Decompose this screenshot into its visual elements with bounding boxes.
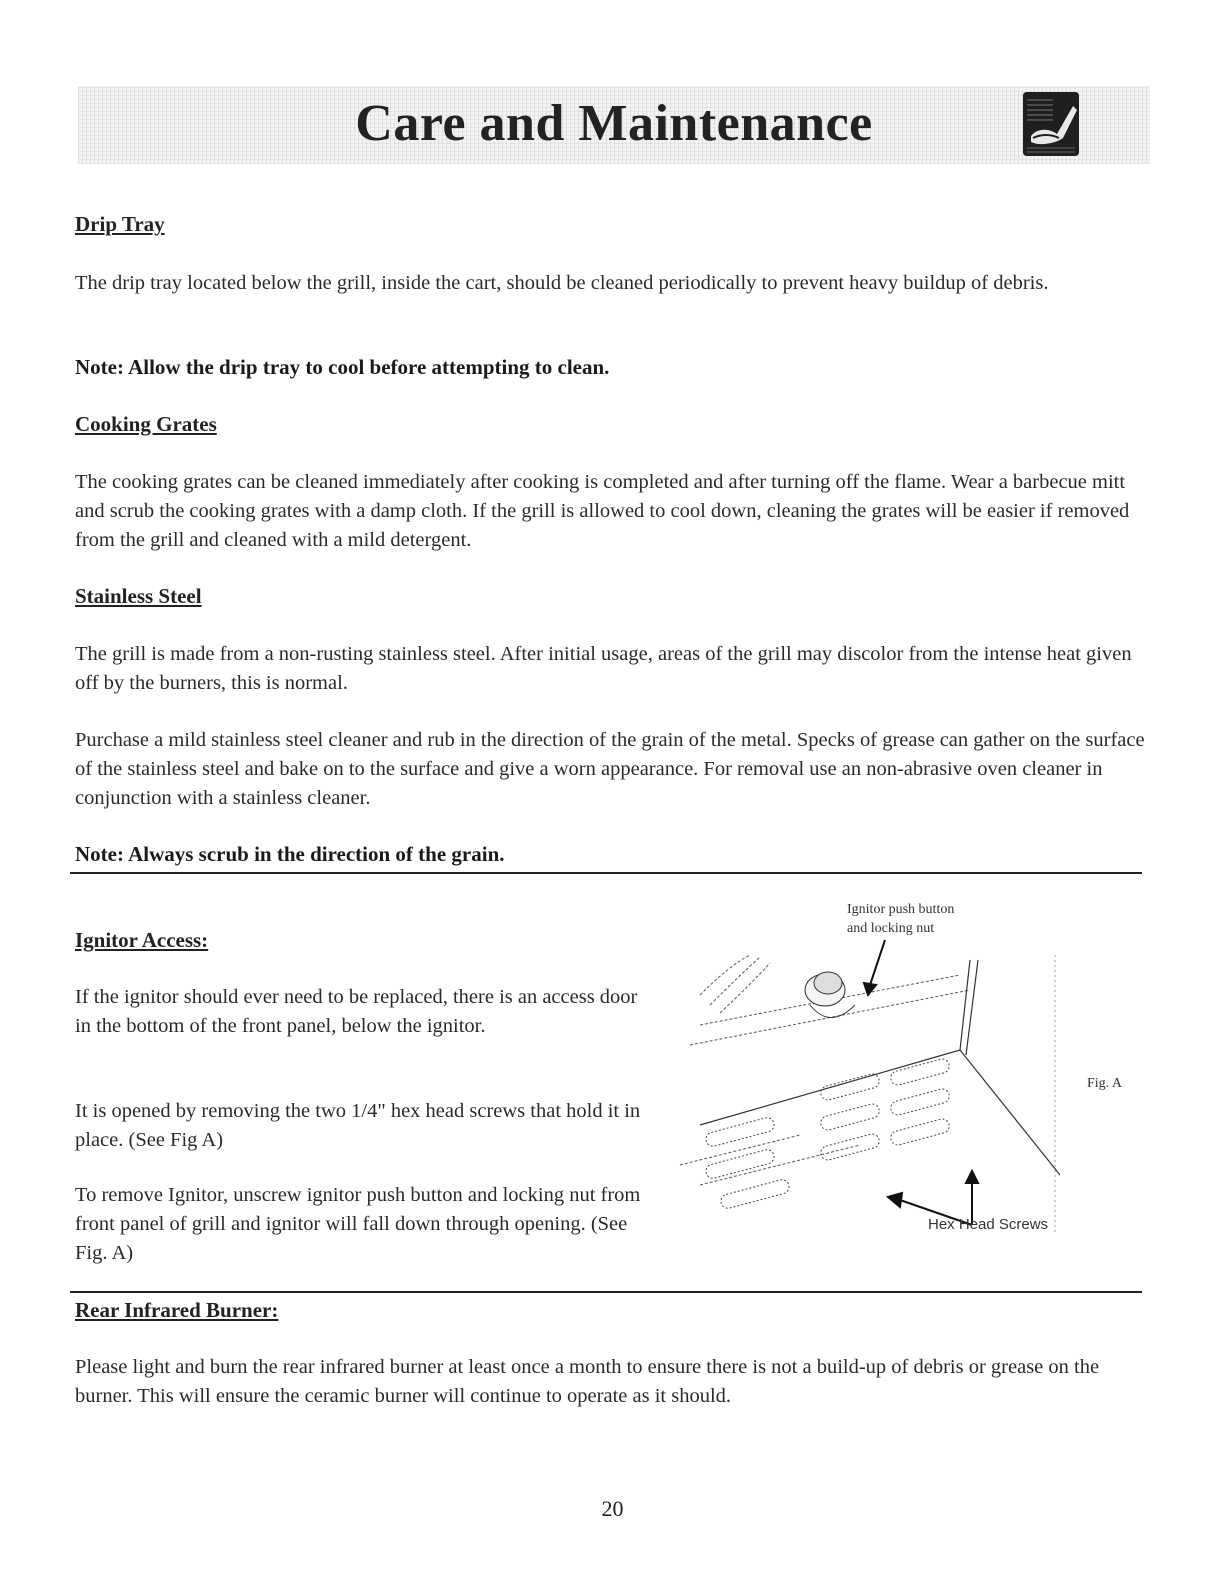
stainless-steel-text-1: The grill is made from a non-rusting stainless steel. After initial usage, areas of the grill may discolor from the intense heat given off by the burners, this is normal. — [75, 643, 1132, 694]
drip-tray-text: The drip tray located below the grill, inside the cart, should be cleaned periodically to prevent heavy buildup of debris. — [75, 272, 1049, 294]
rear-infrared-heading: Rear Infrared Burner: — [75, 1298, 279, 1322]
callout-ignitor-line-2: and locking nut — [847, 921, 935, 936]
ignitor-access-text-3: To remove Ignitor, unscrew ignitor push button and locking nut from front panel of grill and ignitor will fall down through opening. (See Fig. A) — [75, 1184, 641, 1264]
grill-cleaning-icon — [1023, 92, 1079, 156]
page-title: Care and Maintenance — [355, 95, 873, 152]
header-banner — [78, 86, 1150, 164]
cooking-grates-heading: Cooking Grates — [75, 412, 217, 436]
drip-tray-note: Note: Allow the drip tray to cool before attempting to clean. — [75, 355, 610, 379]
ignitor-access-text-1: If the ignitor should ever need to be replaced, there is an access door in the bottom of the front panel, below the ignitor. — [75, 986, 638, 1037]
figure-caption: Fig. A — [1087, 1076, 1123, 1091]
section-divider-2 — [70, 1291, 1142, 1293]
section-divider — [70, 872, 1142, 874]
ignitor-access-text-2: It is opened by removing the two 1/4" hex head screws that hold it in place. (See Fig A) — [75, 1100, 641, 1151]
drip-tray-heading: Drip Tray — [75, 212, 165, 236]
rear-infrared-text: Please light and burn the rear infrared burner at least once a month to ensure there is not a build-up of debris or grease on the burner. This will ensure the ceramic burner will continue to operate as it should. — [75, 1356, 1100, 1407]
ignitor-access-heading: Ignitor Access: — [75, 928, 209, 952]
stainless-steel-heading: Stainless Steel — [75, 584, 202, 608]
stainless-steel-note: Note: Always scrub in the direction of the grain. — [75, 842, 505, 866]
page-number: 20 — [601, 1496, 624, 1521]
ignitor-diagram — [660, 895, 1080, 1255]
figure-a — [660, 895, 1080, 1255]
callout-hex-screws: Hex Head Screws — [928, 1216, 1049, 1233]
stainless-steel-text-2: Purchase a mild stainless steel cleaner and rub in the direction of the grain of the metal. Specks of grease can gather on the surface of the stainless steel and bake on to the surface and give a worn appearance. For removal use an non-abrasive oven cleaner in conjunction with a stainless cleaner. — [75, 729, 1145, 809]
callout-ignitor-line-1: Ignitor push button — [847, 902, 955, 917]
cooking-grates-text: The cooking grates can be cleaned immediately after cooking is completed and after turning off the flame. Wear a barbecue mitt and scrub the cooking grates with a damp cloth. If the grill is allowed to cool down, cleaning the grates will be easier if removed from the grill and cleaned with a mild detergent. — [75, 471, 1130, 551]
